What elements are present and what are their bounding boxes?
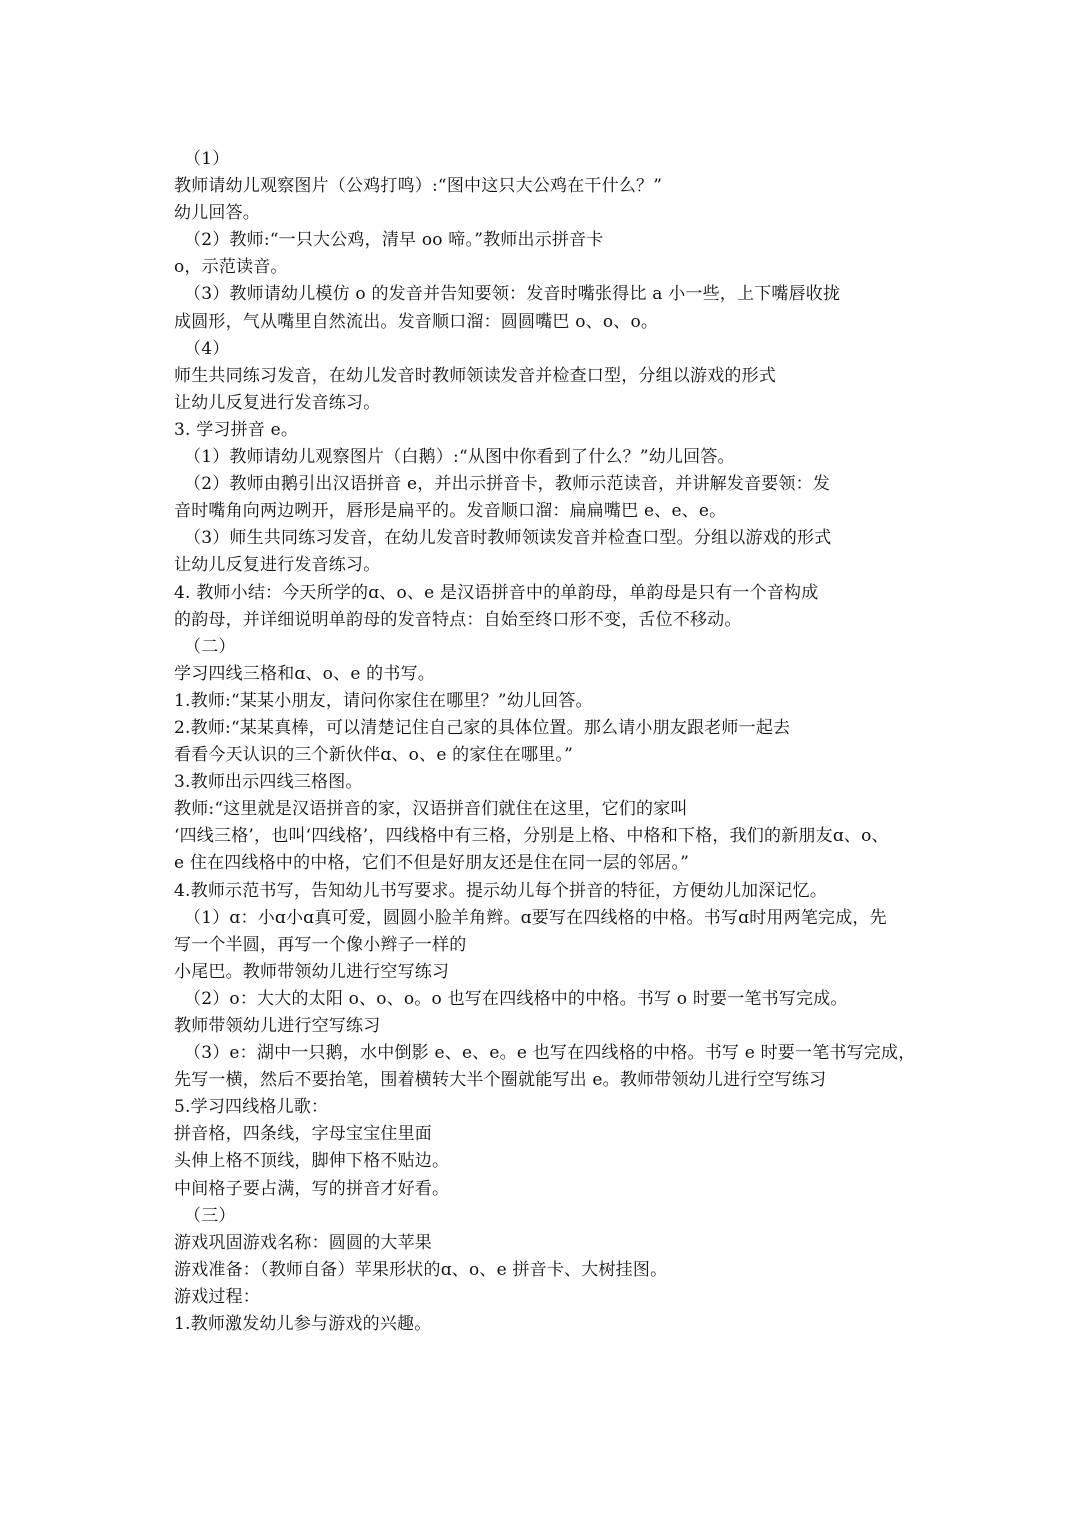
text-line: 学习四线三格和ɑ、o、e 的书写。: [174, 663, 435, 684]
section-heading-1: （1）: [184, 149, 230, 169]
text-line: 4.教师示范书写，告知幼儿书写要求。提示幼儿每个拼音的特征，方便幼儿加深记忆。: [174, 880, 828, 901]
text-line: 拼音格，四条线，字母宝宝住里面: [174, 1124, 432, 1145]
text-line: 1.教师激发幼儿参与游戏的兴趣。: [174, 1314, 432, 1335]
text-line: 5.学习四线格儿歌：: [174, 1097, 329, 1118]
text-line: o，示范读音。: [174, 257, 288, 278]
text-line: （2）教师由鹅引出汉语拼音 e，并出示拼音卡，教师示范读音，并讲解发音要领：发: [184, 474, 831, 495]
text-line: 教师带领幼儿进行空写练习: [174, 1016, 381, 1036]
text-line: （1）教师请幼儿观察图片（白鹅）:“从图中你看到了什么？”幼儿回答。: [184, 447, 735, 468]
numbered-heading: 4. 教师小结：今天所学的ɑ、o、e 是汉语拼音中的单韵母，单韵母是只有一个音构成: [174, 582, 819, 603]
text-line: 让幼儿反复进行发音练习。: [174, 392, 381, 413]
numbered-heading: 3. 学习拼音 e。: [174, 419, 299, 440]
text-line: 中间格子要占满，写的拼音才好看。: [174, 1178, 450, 1199]
text-line: 成圆形，气从嘴里自然流出。发音顺口溜：圆圆嘴巴 o、o、o。: [174, 311, 659, 332]
text-line: （2）教师:“一只大公鸡，清早 oo 啼。”教师出示拼音卡: [184, 230, 604, 251]
section-heading-two: （二）: [184, 636, 236, 657]
text-line: 游戏准备：（教师自备）苹果形状的ɑ、o、e 拼音卡、大树挂图。: [174, 1259, 668, 1280]
text-line: 2.教师:“某某真棒，可以清楚记住自己家的具体位置。那么请小朋友跟老师一起去: [174, 717, 791, 738]
text-line: （3）教师请幼儿模仿 o 的发音并告知要领：发音时嘴张得比 a 小一些，上下嘴唇收拢: [184, 284, 841, 305]
text-line: 游戏巩固游戏名称：圆圆的大苹果: [174, 1232, 432, 1253]
section-heading-three: （三）: [184, 1205, 236, 1226]
text-line: 教师请幼儿观察图片（公鸡打鸣）:“图中这只大公鸡在干什么？”: [174, 176, 663, 197]
text-line: 小尾巴。教师带领幼儿进行空写练习: [174, 961, 450, 982]
text-line: ‘四线三格’，也叫‘四线格’，四线格中有三格，分别是上格、中格和下格，我们的新朋友ɑ、o、: [174, 826, 889, 847]
text-line: （3）e：湖中一只鹅，水中倒影 e、e、e。e 也写在四线格的中格。书写 e 时要一笔书写完成，: [184, 1043, 916, 1064]
section-heading-4: （4）: [184, 338, 230, 359]
text-line: 写一个半圆，再写一个像小辫子一样的: [174, 934, 467, 955]
text-line: 师生共同练习发音，在幼儿发音时教师领读发音并检查口型，分组以游戏的形式: [174, 365, 776, 386]
text-line: 幼儿回答。: [174, 203, 260, 224]
text-line: 1.教师:“某某小朋友，请问你家住在哪里？”幼儿回答。: [174, 690, 593, 711]
text-line: 3.教师出示四线三格图。: [174, 772, 363, 793]
text-line: （3）师生共同练习发音，在幼儿发音时教师领读发音并检查口型。分组以游戏的形式: [184, 528, 832, 549]
text-line: 让幼儿反复进行发音练习。: [174, 555, 381, 576]
text-line: 看看今天认识的三个新伙伴ɑ、o、e 的家住在哪里。”: [174, 745, 573, 766]
text-line: 头伸上格不顶线，脚伸下格不贴边。: [174, 1151, 450, 1172]
text-line: 教师:“这里就是汉语拼音的家，汉语拼音们就住在这里，它们的家叫: [174, 799, 688, 820]
text-line: （2）o：大大的太阳 o、o、o。o 也写在四线格中的中格。书写 o 时要一笔书写完成。: [184, 988, 848, 1009]
text-line: 游戏过程：: [174, 1286, 260, 1307]
text-line: （1）ɑ：小ɑ小ɑ真可爱，圆圆小脸羊角辫。ɑ要写在四线格的中格。书写ɑ时用两笔完成，先: [184, 907, 887, 928]
text-line: e 住在四线格中的中格，它们不但是好朋友还是住在同一层的邻居。”: [174, 853, 690, 874]
text-line: 的韵母，并详细说明单韵母的发音特点：自始至终口形不变，舌位不移动。: [174, 609, 742, 630]
text-line: 音时嘴角向两边咧开，唇形是扁平的。发音顺口溜：扁扁嘴巴 e、e、e。: [174, 501, 727, 522]
text-line: 先写一横，然后不要抬笔，围着横转大半个圈就能写出 e。教师带领幼儿进行空写练习: [174, 1070, 827, 1091]
document-body: [174, 146, 934, 1338]
